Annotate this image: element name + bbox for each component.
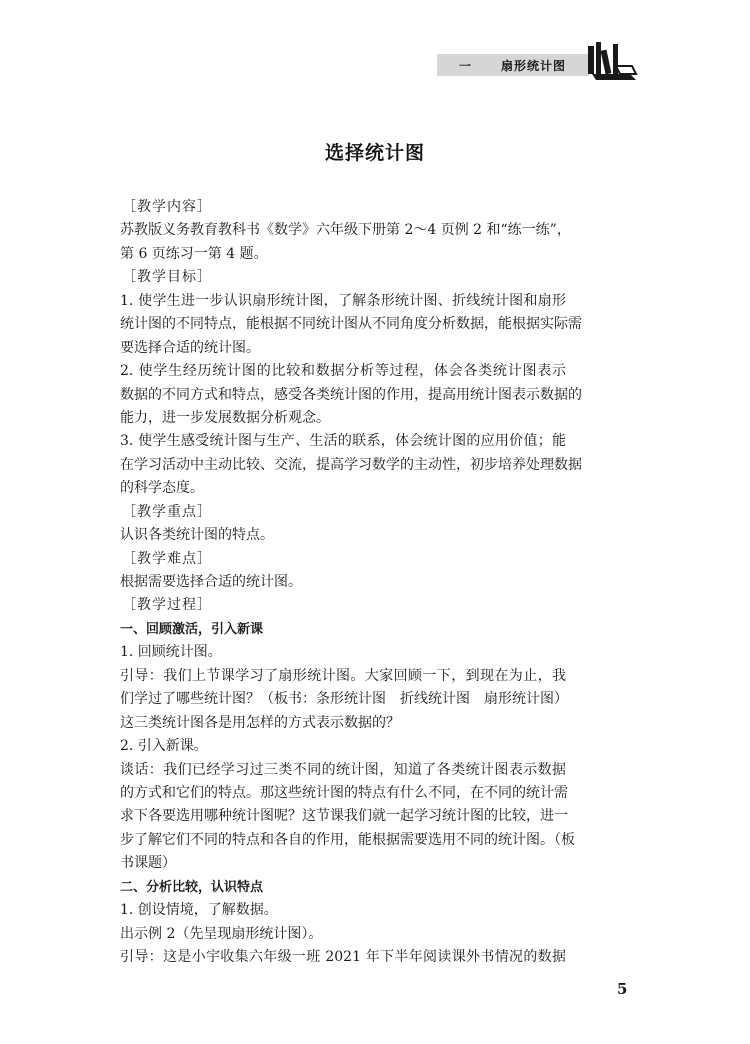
page-number: 5 bbox=[617, 980, 628, 998]
section-label: ［教学过程］ bbox=[122, 597, 212, 614]
section-heading: 二、分析比较，认识特点 bbox=[120, 879, 264, 895]
section-label: ［教学重点］ bbox=[122, 503, 212, 520]
text-line: 要选择合适的统计图。 bbox=[120, 339, 260, 356]
text-line: 数据的不同方式和特点，感受各类统计图的作用，提高用统计图表示数据的 bbox=[120, 386, 582, 403]
text-line: 步了解它们不同的特点和各自的作用，能根据需要选用不同的统计图。（板 bbox=[120, 831, 575, 848]
body-text bbox=[120, 196, 582, 969]
text-line: 认识各类统计图的特点。 bbox=[120, 527, 274, 544]
text-line: 引导：这是小宇收集六年级一班 2021 年下半年阅读课外书情况的数据 bbox=[120, 949, 566, 965]
text-line: 能力，进一步发展数据分析观念。 bbox=[120, 409, 330, 426]
page-title: 选择统计图 bbox=[324, 142, 425, 164]
text-line: 谈话：我们已经学习过三类不同的统计图，知道了各类统计图表示数据 bbox=[120, 761, 566, 778]
text-line: 1. 创设情境，了解数据。 bbox=[120, 902, 278, 919]
running-head bbox=[437, 54, 589, 76]
text-line: 根据需要选择合适的统计图。 bbox=[120, 574, 302, 590]
text-line: 们学过了哪些统计图？（板书：条形统计图 折线统计图 扇形统计图） bbox=[120, 691, 568, 708]
text-line: 2. 使学生经历统计图的比较和数据分析等过程，体会各类统计图表示 bbox=[120, 363, 566, 380]
text-line: 书课题） bbox=[120, 855, 176, 872]
text-line: 的方式和它们的特点。那这些统计图的特点有什么不同，在不同的统计需 bbox=[120, 784, 568, 801]
section-heading: 一、回顾激活，引入新课 bbox=[120, 621, 264, 637]
text-line: 出示例 2（先呈现扇形统计图）。 bbox=[120, 925, 323, 942]
chapter-title: 扇形统计图 bbox=[501, 58, 567, 73]
section-label: ［教学内容］ bbox=[122, 199, 212, 215]
text-line: 引导：我们上节课学习了扇形统计图。大家回顾一下，到现在为止，我 bbox=[120, 667, 566, 684]
text-line: 在学习活动中主动比较、交流，提高学习数学的主动性，初步培养处理数据 bbox=[120, 456, 582, 473]
section-label: ［教学目标］ bbox=[122, 269, 212, 286]
text-line: 苏教版义务教育教科书《数学》六年级下册第 2～4 页例 2 和“练一练”， bbox=[120, 222, 571, 239]
section-label: ［教学难点］ bbox=[122, 550, 212, 567]
chapter-number: 一 bbox=[459, 58, 472, 73]
text-line: 1. 使学生进一步认识扇形统计图，了解条形统计图、折线统计图和扇形 bbox=[120, 292, 566, 309]
text-line: 求下各要选用哪种统计图呢？这节课我们就一起学习统计图的比较，进一 bbox=[120, 808, 568, 825]
books-icon bbox=[586, 40, 638, 84]
text-line: 1. 回顾统计图。 bbox=[120, 644, 222, 661]
text-line: 2. 引入新课。 bbox=[120, 738, 208, 755]
text-line: 这三类统计图各是用怎样的方式表示数据的？ bbox=[120, 714, 400, 731]
text-line: 统计图的不同特点，能根据不同统计图从不同角度分析数据，能根据实际需 bbox=[120, 316, 582, 333]
text-line: 第 6 页练习一第 4 题。 bbox=[120, 245, 268, 262]
text-line: 3. 使学生感受统计图与生产、生活的联系，体会统计图的应用价值；能 bbox=[120, 433, 566, 450]
text-line: 的科学态度。 bbox=[120, 480, 204, 497]
